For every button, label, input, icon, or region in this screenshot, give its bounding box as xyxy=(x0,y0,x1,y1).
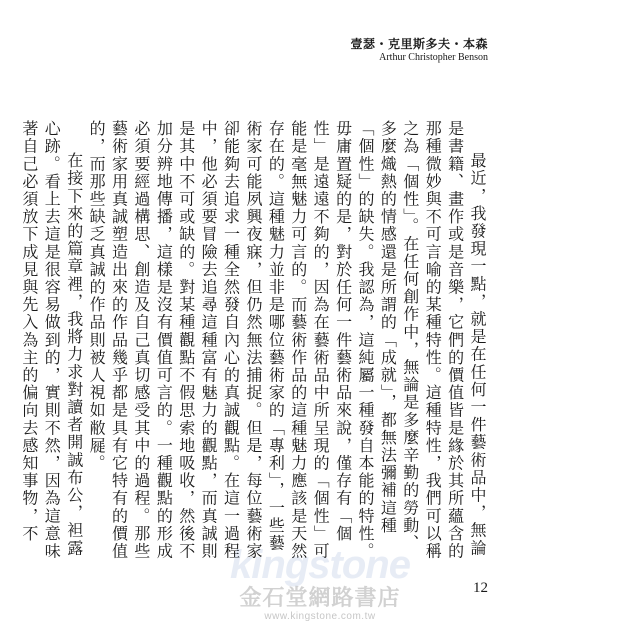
paragraph-1: 最近，我發現一點，就是在任何一件藝術品中，無論是書籍、畫作或是音樂，它們的價值皆是緣於其所蘊含的那種微妙與不可言喻的某種特性。這種特性，我們可以稱之為「個性」。在任何創作中，無論是多麼辛勤的勞動、多麼熾熱的情感還是所謂的「成就」，都無法彌補這種「個性」的缺失。我認為，這純屬一種發自本能的特性。毋庸置疑的是，對於任何一件藝術品來說，僅存有「個性」是遠遠不夠的，因為在藝術品中所呈現的「個性」可能是毫無魅力可言的。而藝術作品的這種魅力應該是天然存在的。這種魅力並非是哪位藝術家的「專利」，一些藝術家可能夙興夜寐，但仍然無法捕捉。但是，每位藝術家卻能夠去追求一種全然發自內心的真誠觀點。在這一過程中，他必須要冒險去追尋這種富有魅力的觀點，而真誠則是其中不可或缺的。對某種觀點不假思索地吸收，然後不加分辨地傳播，這樣是沒有價值可言的。一種觀點的形成必須要經過構思、創造及自己真切感受其中的過程。那些藝術家用真誠塑造出來的作品幾乎都是具有它特有的價值的，而那些缺乏真誠的作品則被人視如敝屣。 xyxy=(87,120,487,560)
running-head xyxy=(350,38,488,63)
watermark-logo: kingstone xyxy=(230,543,410,587)
author-name-english: Arthur Christopher Benson xyxy=(379,51,488,63)
watermark-url: www.kingstone.com.tw xyxy=(264,611,376,622)
author-name-chinese: 壹瑟・克里斯多夫・本森 xyxy=(350,37,488,51)
paragraph-2: 在接下來的篇章裡，我將力求對讀者開誠布公，袒露心跡。看上去這是很容易做到的，實則不然，因為這意味著自己必須放下成見與先入為主的偏向去感知事物，不 xyxy=(19,120,84,560)
page-number: 12 xyxy=(473,580,488,596)
watermark-chinese: 金石堂網路書店 xyxy=(239,585,401,611)
body-text xyxy=(19,120,488,560)
